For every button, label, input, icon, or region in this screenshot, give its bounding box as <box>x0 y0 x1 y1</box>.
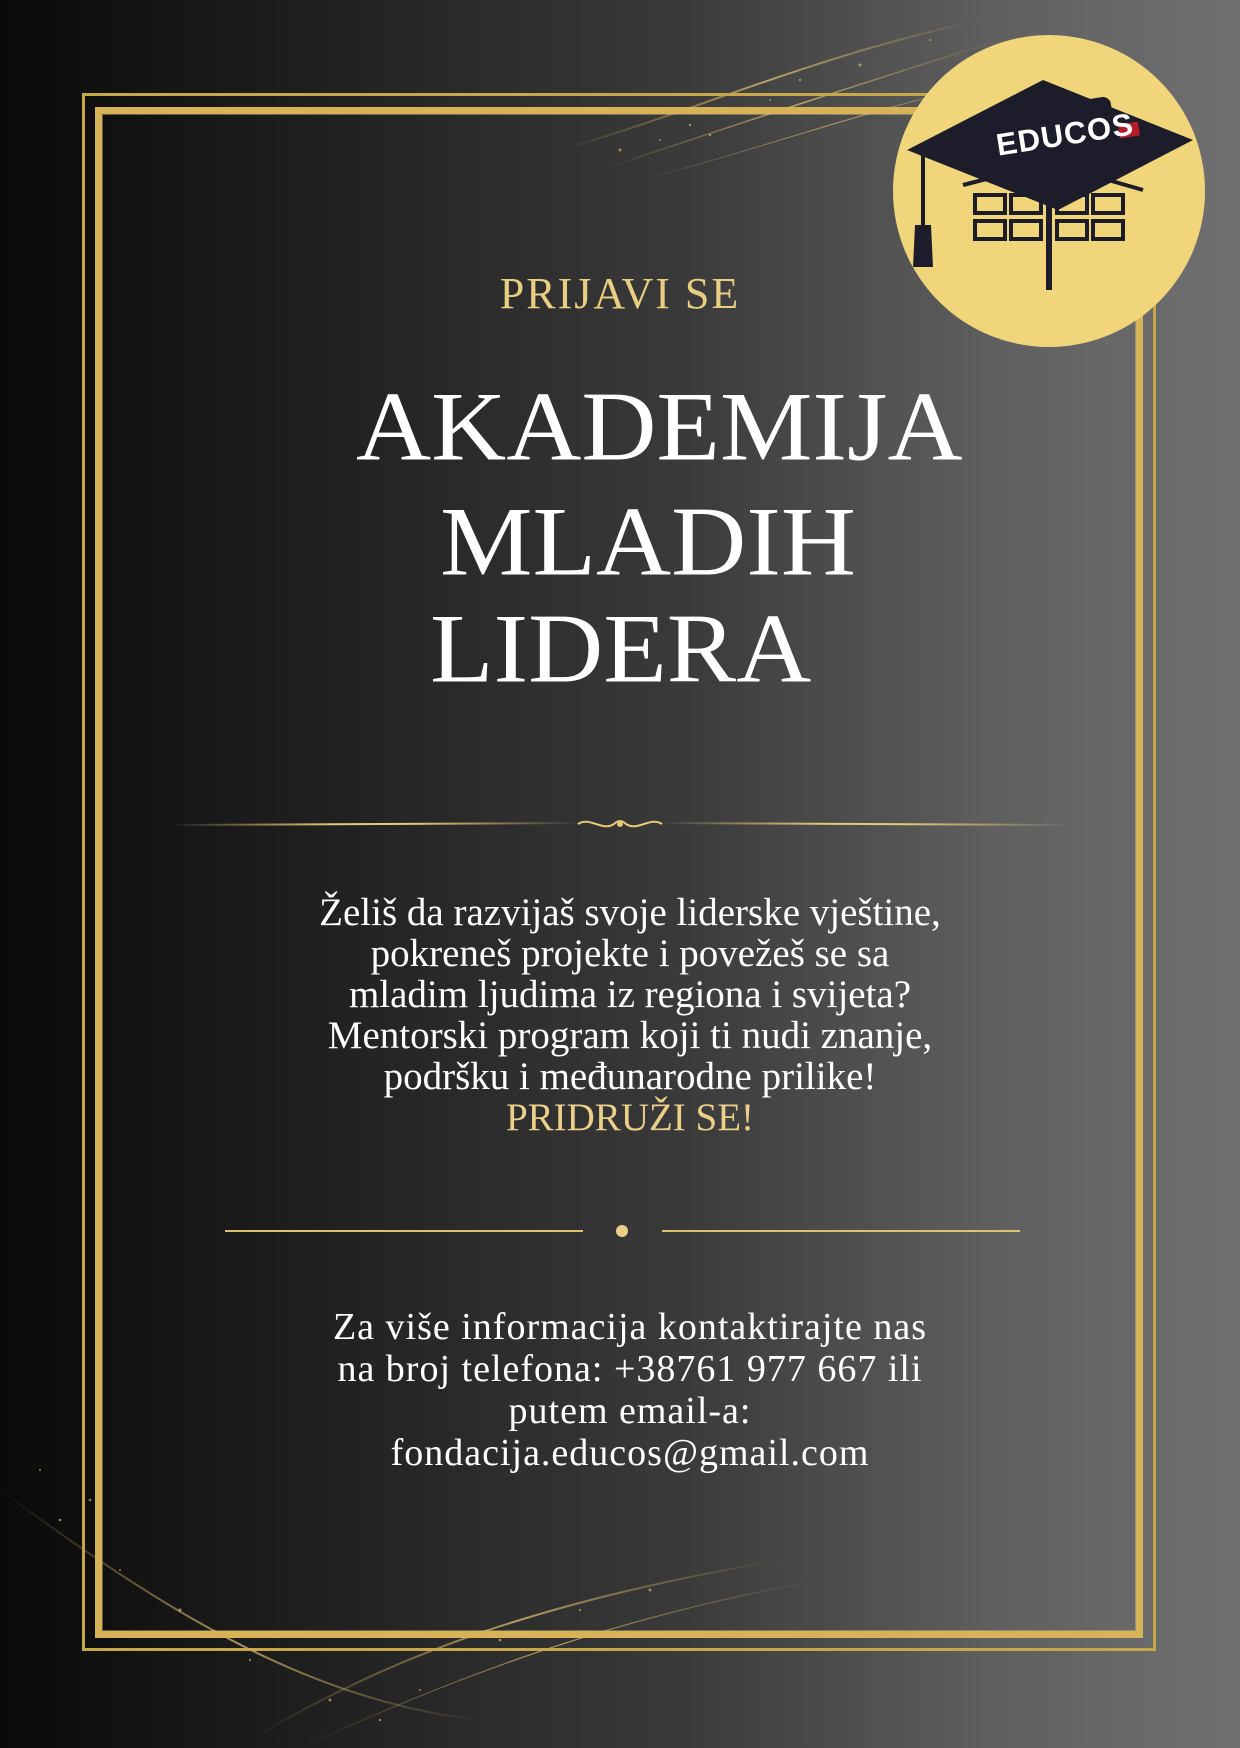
subtitle: PRIJAVI SE <box>499 269 741 318</box>
contact-line: putem email-a: <box>508 1390 752 1432</box>
contact-info <box>250 1306 1010 1474</box>
call-to-action: PRIDRUŽI SE! <box>505 1096 755 1139</box>
description-line: podršku i međunarodne prilike! <box>383 1055 877 1098</box>
description <box>250 892 1010 1138</box>
title-line: AKADEMIJA <box>356 372 963 482</box>
dot-divider-icon <box>225 1218 1020 1244</box>
description-line: pokreneš projekte i povežeš se sa <box>370 932 890 975</box>
contact-line: na broj telefona: +38761 977 667 ili <box>337 1348 923 1390</box>
description-line: Mentorski program koji ti nudi znanje, <box>327 1014 933 1057</box>
title-line: LIDERA <box>430 594 812 704</box>
title-line: MLADIH <box>440 487 856 597</box>
contact-email: fondacija.educos@gmail.com <box>390 1432 870 1474</box>
contact-line: Za više informacija kontaktirajte nas <box>332 1306 928 1348</box>
logo-text: EDUCOS <box>993 106 1137 163</box>
ornament-divider-icon <box>170 810 1070 840</box>
description-line: Želiš da razvijaš svoje liderske vještine, <box>319 891 941 934</box>
description-line: mladim ljudima iz regiona i svijeta? <box>348 973 912 1016</box>
